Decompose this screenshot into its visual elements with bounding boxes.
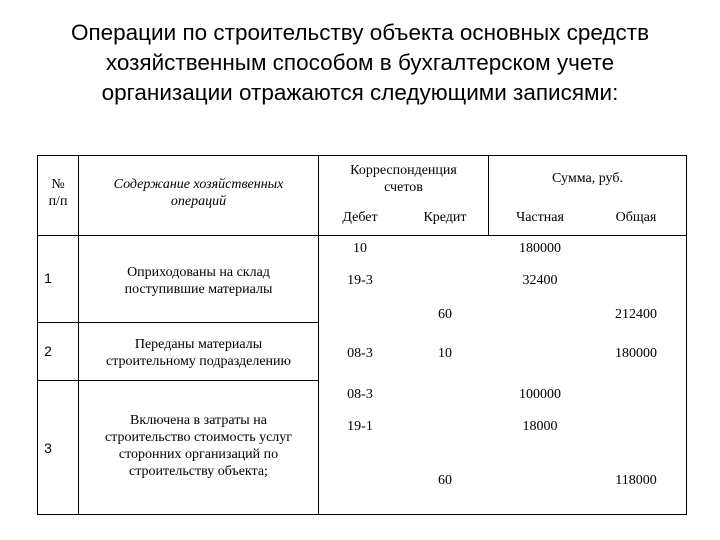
- header-content: Содержание хозяйственных операций: [113, 177, 284, 209]
- row-2-credit: 10: [438, 346, 452, 361]
- header-total: Общая: [615, 210, 657, 225]
- row-1-total: 212400: [615, 307, 657, 322]
- title-line: хозяйственным способом в бухгалтерском учете: [105, 50, 615, 75]
- row-3-content: Включена в затраты на строительство стоимость услуг сторонних организаций по строительству объекта;: [104, 413, 293, 479]
- title-line: организации отражаются следующими записями:: [101, 80, 619, 105]
- header-credit: Кредит: [423, 210, 467, 225]
- header-correspondence: Корреспонденция счетов: [350, 163, 457, 195]
- header-num: № п/п: [48, 177, 68, 209]
- header-partial: Частная: [516, 210, 564, 225]
- row-3-debit-2: 19-1: [347, 419, 373, 434]
- row-1-partial: 180000: [519, 241, 561, 256]
- row-1-partial-2: 32400: [522, 273, 558, 288]
- header-debit: Дебет: [342, 210, 378, 225]
- header-amount: Сумма, руб.: [552, 171, 623, 186]
- row-2-content: Переданы материалы строительному подразделению: [106, 337, 291, 369]
- row-1-content: Оприходованы на склад поступившие материалы: [124, 265, 273, 297]
- row-1-credit: 60: [438, 307, 452, 322]
- row-3-total: 118000: [615, 473, 657, 488]
- row-3-partial-2: 18000: [522, 419, 558, 434]
- title-line: Операции по строительству объекта основных средств: [70, 20, 650, 45]
- row-2-total: 180000: [615, 346, 657, 361]
- row-2-debit: 08-3: [347, 346, 373, 361]
- row-1-debit-2: 19-3: [347, 273, 373, 288]
- row-3-partial: 100000: [519, 387, 561, 402]
- row-3-num: 3: [44, 440, 52, 456]
- row-3-credit: 60: [438, 473, 452, 488]
- row-1-num: 1: [44, 270, 52, 286]
- row-2-num: 2: [44, 343, 52, 359]
- row-3-debit: 08-3: [347, 387, 373, 402]
- row-1-debit: 10: [353, 241, 367, 256]
